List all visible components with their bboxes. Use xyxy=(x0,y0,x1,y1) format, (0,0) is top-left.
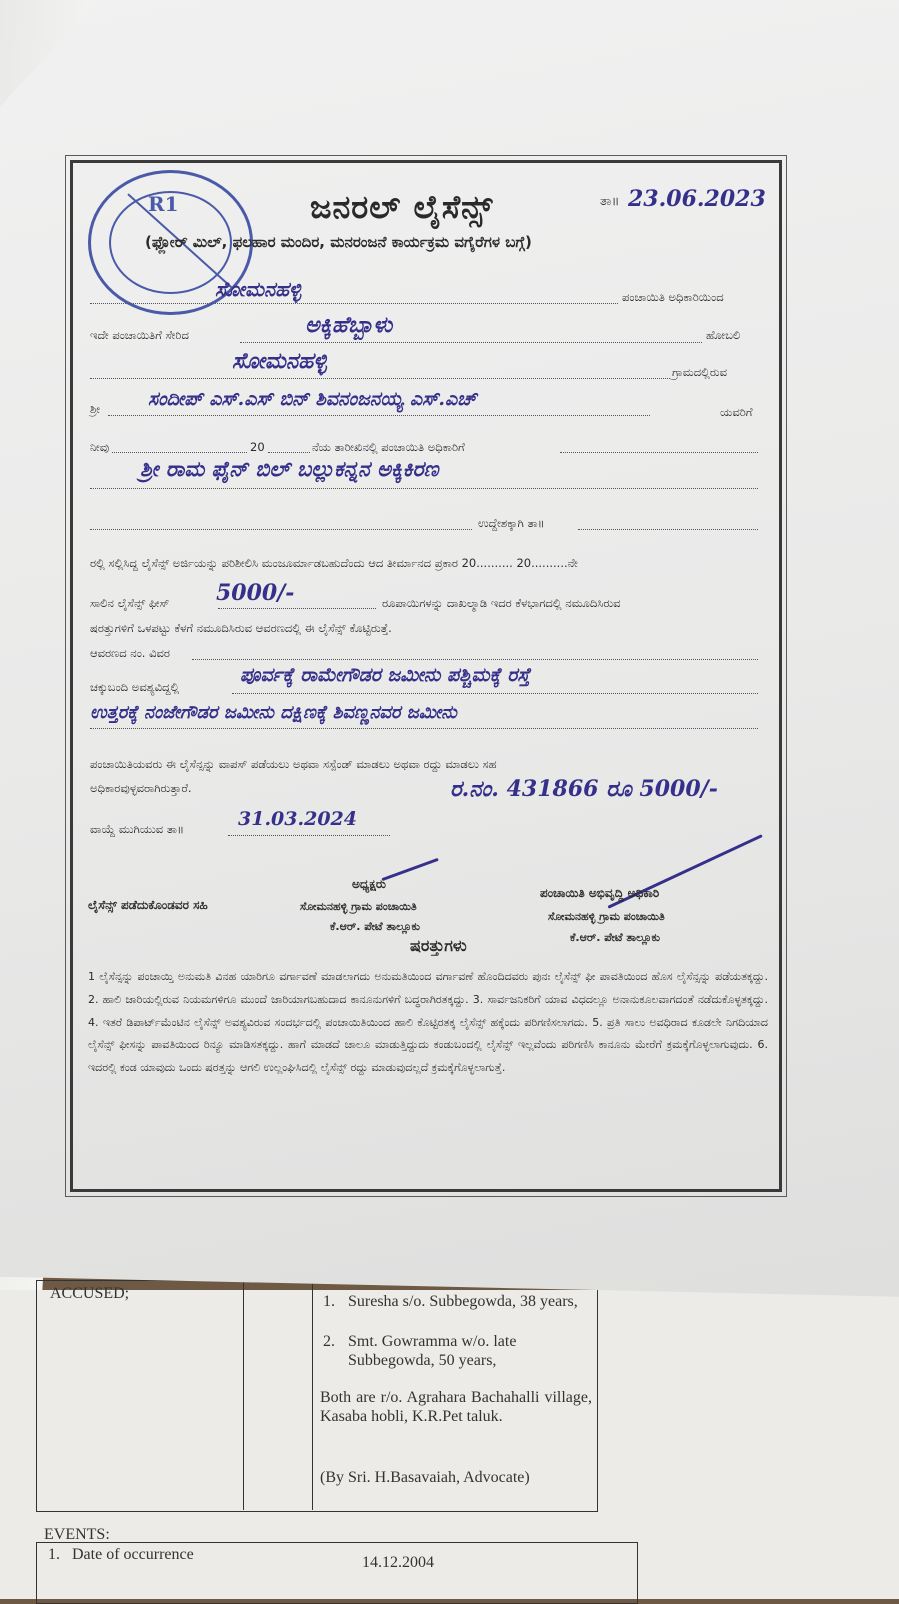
sri-label: ಶ್ರೀ xyxy=(90,402,101,416)
accused-address: Both are r/o. Agrahara Bachahalli village, Kasaba hobli, K.R.Pet taluk. xyxy=(320,1389,592,1425)
village-line xyxy=(90,378,670,379)
boundary-value-2: ಉತ್ತರಕ್ಕೆ ನಂಜೇಗೌಡರ ಜಮೀನು ದಕ್ಷಿಣಕ್ಕೆ ಶಿವಣ್ಣನವರ ಜಮೀನು xyxy=(90,702,457,723)
expiry-value: 31.03.2024 xyxy=(238,808,357,830)
business-line xyxy=(90,488,758,489)
accused-label: ACCUSED; xyxy=(50,1285,130,1302)
date-text: ನೆಯ ತಾರೀಖಿನಲ್ಲಿ ಪಂಚಾಯಿತಿ ಅಧಿಕಾರಿಗೆ xyxy=(312,440,465,454)
purpose-line xyxy=(90,529,472,530)
business-value: ಶ್ರೀ ರಾಮ ಫೈನ್ ಬಿಲ್ ಬಲ್ಲುಕನ್ನನ ಅಕ್ಕಿಕಿರಣ xyxy=(140,456,439,481)
date-value: 23.06.2023 xyxy=(628,186,766,212)
accused-1: Suresha s/o. Subbegowda, 38 years, xyxy=(348,1293,578,1310)
accused-1-num: 1. xyxy=(323,1293,335,1310)
para1-line-c: ಷರತ್ತುಗಳಿಗೆ ಒಳಪಟ್ಟು ಕೆಳಗೆ ನಮೂದಿಸಿರುವ ಆವರಣದಲ್ಲಿ ಈ ಲೈಸೆನ್ಸ್ ಕೊಟ್ಟಿರುತ್ತೆ. xyxy=(90,621,392,635)
events-label: EVENTS: xyxy=(44,1526,110,1543)
you-label: ನೀವು xyxy=(90,440,110,454)
boundary-value-1: ಪೂರ್ವಕ್ಕೆ ರಾಮೇಗೌಡರ ಜಮೀನು ಪಶ್ಚಿಮಕ್ಕೆ ರಸ್ತೆ xyxy=(240,664,530,686)
para2-line-b: ಅಧಿಕಾರವುಳ್ಳವರಾಗಿರುತ್ತಾರೆ. xyxy=(90,781,192,795)
president-sub2: ಕೆ.ಆರ್. ಪೇಟೆ ತಾಲ್ಲೂಕು xyxy=(330,920,420,933)
court-document xyxy=(0,1285,899,1599)
boundary-line-1 xyxy=(232,693,758,694)
boundary-line-2 xyxy=(90,728,758,729)
terms-heading: ಷರತ್ತುಗಳು xyxy=(410,936,467,955)
panchayat-label: ಪಂಚಾಯಿತಿ ಅಧಿಕಾರಿಯಿಂದ xyxy=(622,290,724,304)
village-label: ಗ್ರಾಮದಲ್ಲಿರುವ xyxy=(672,365,727,379)
village-value: ಸೋಮನಹಳ್ಳಿ xyxy=(232,348,327,374)
officer-sub1: ಸೋಮನಹಳ್ಳಿ ಗ್ರಾಮ ಪಂಚಾಯಿತಿ xyxy=(548,910,665,923)
president-sub1: ಸೋಮನಹಳ್ಳಿ ಗ್ರಾಮ ಪಂಚಾಯಿತಿ xyxy=(300,900,417,913)
name-value: ಸಂದೀಪ್ ಎಸ್.ಎಸ್ ಬಿನ್ ಶಿವನಂಜನಯ್ಯ ಎಸ್.ಎಚ್ xyxy=(148,388,477,410)
receipt-value: ರ.ನಂ. 431866 ರೂ 5000/- xyxy=(450,776,718,802)
fee-line xyxy=(218,608,376,609)
para1-fee-prefix: ಸಾಲಿನ ಲೈಸೆನ್ಸ್ ಫೀಸ್ xyxy=(90,596,170,610)
name-line xyxy=(108,415,650,416)
purpose-label: ಉದ್ದೇಶಕ್ಕಾಗಿ ತಾ॥ xyxy=(478,516,545,530)
para1-fee-suffix: ರೂಪಾಯಿಗಳನ್ನು ದಾಖಲ್ಮಾಡಿ ಇದರ ಕೆಳಭಾಗದಲ್ಲಿ ನಮೂದಿಸಿರುವ xyxy=(382,596,621,610)
expiry-label: ವಾಯ್ದೆ ಮುಗಿಯುವ ತಾ॥ xyxy=(90,822,184,836)
accused-2-num: 2. xyxy=(323,1333,335,1350)
year-line xyxy=(268,452,310,453)
para1-line-a: ರಲ್ಲಿ ಸಲ್ಲಿಸಿದ್ದ ಲೈಸೆನ್ಸ್ ಅರ್ಜಿಯನ್ನು ಪರಿಶೀಲಿಸಿ ಮಂಜೂರ್ಮಾಡಬಹುದೆಂದು ಆದ ತೀರ್ಮಾನದ ಪ್ರಕಾರ 20.......... 20..........ನೇ xyxy=(90,556,578,570)
date-label: ತಾ॥ xyxy=(600,194,620,209)
panchayat-line xyxy=(90,303,618,304)
panchayat-value: ಸೋಮನಹಳ್ಳಿ xyxy=(215,277,302,301)
hobli-value: ಅಕ್ಕಿಹೆಬ್ಬಾಳು xyxy=(305,312,393,338)
officer-title: ಪಂಚಾಯಿತಿ ಅಭಿವೃದ್ಧಿ ಅಧಿಕಾರಿ xyxy=(540,886,660,900)
holder-sign-label: ಲೈಸೆನ್ಸ್ ಪಡೆದುಕೊಂಡವರ ಸಹಿ xyxy=(88,898,208,912)
event-1: Date of occurrence xyxy=(72,1546,194,1563)
premises-label: ಆವರಣದ ನಂ. ವಿವರ xyxy=(90,646,170,660)
advocate: (By Sri. H.Basavaiah, Advocate) xyxy=(320,1469,530,1486)
seal-text: R1 xyxy=(148,192,179,216)
terms-text: 1 ಲೈಸೆನ್ಸನ್ನು ಪಂಚಾಯ್ತಿ ಅನುಮತಿ ವಿನಹ ಯಾರಿಗೂ ವರ್ಗಾವಣೆ ಮಾಡಲಾಗದು ಅನುಮತಿಯಿಂದ ವರ್ಗಾವಣೆ ಹೊಂದಿದವರು ಪುನಃ ಲೈಸೆನ್ಸ್ ಫೀ ಪಾವತಿಯಿಂದ ಹೊಸ ಲೈಸೆನ್ಸನ್ನು ಪಡೆಯತಕ್ಕದ್ದು. 2. ಹಾಲಿ ಜಾರಿಯಲ್ಲಿರುವ ನಿಯಮಗಳಿಗೂ ಮುಂದೆ ಜಾರಿಯಾಗಬಹುದಾದ ಕಾನೂನುಗಳಿಗೆ ಬದ್ಧರಾಗಿರತಕ್ಕದ್ದು. 3. ಸಾರ್ವಜನಿಕರಿಗೆ ಯಾವ ವಿಧದಲ್ಲೂ ಅನಾನುಕೂಲವಾಗದಂತೆ ನಡೆದುಕೊಳ್ಳತಕ್ಕದ್ದು. 4. ಇತರೆ ಡಿಪಾರ್ಟ್‌ಮೆಂಟಿನ ಲೈಸೆನ್ಸ್ ಅವಶ್ಯವಿರುವ ಸಂದರ್ಭದಲ್ಲಿ ಪಂಚಾಯಿತಿಯಿಂದ ಹಾಲಿ ಕೊಟ್ಟಿರತಕ್ಕ ಲೈಸೆನ್ಸ್ ಹಕ್ಕೆಂದು ಪರಿಗಣಿಸಲಾಗದು. 5. ಪ್ರತಿ ಸಾಲು ಅವಧಿರಾದ ಕೂಡಲೇ ನಿಗದಿಯಾದ ಲೈಸೆನ್ಸ್ ಫೀಸನ್ನು ಪಾವತಿಯಿಂದ ರಿನ್ಯೂ ಮಾಡಿಸತಕ್ಕದ್ದು. ಹಾಗೆ ಮಾಡದೆ ಚಾಲೂ ಮಾಡುತ್ತಿದ್ದುದು ಕಂಡುಬಂದಲ್ಲಿ ಲೈಸೆನ್ಸ್ ಇಲ್ಲವೆಂದು ಪರಿಗಣಿಸಿ ಕಾನೂನು ಮೇರೆಗೆ ಕ್ರಮಕ್ಕೆಗೊಳ್ಳಲಾಗುವುದು. 6. ಇದರಲ್ಲಿ ಕಂಡ ಯಾವುದು ಒಂದು ಷರತ್ತನ್ನು ಆಗಲಿ ಉಲ್ಲಂಘಿಸಿದಲ್ಲಿ ಲೈಸೆನ್ಸ್ ರದ್ದು ಮಾಡುವುದಲ್ಲದೆ ಕ್ರಮಕ್ಕೆಗೊಳ್ಳಲಾಗುತ್ತೆ. xyxy=(88,970,768,1075)
expiry-line xyxy=(228,835,390,836)
date-text-line xyxy=(560,452,758,453)
event-1-num: 1. xyxy=(48,1546,60,1563)
year-label: 20 xyxy=(250,440,265,454)
license-title: ಜನರಲ್ ಲೈಸೆನ್ಸ್ xyxy=(310,188,494,226)
hobli-line xyxy=(240,342,702,343)
day-line xyxy=(112,452,247,453)
para2-line-a: ಪಂಚಾಯಿತಿಯವರು ಈ ಲೈಸೆನ್ಸನ್ನು ವಾಪಸ್ ಪಡೆಯಲು ಅಥವಾ ಸಸ್ಪೆಂಡ್ ಮಾಡಲು ಅಥವಾ ರದ್ದು ಮಾಡಲು ಸಹ xyxy=(90,757,497,771)
boundary-label: ಚಕ್ಕುಬಂದಿ ಅವಶ್ಯವಿದ್ದಲ್ಲಿ xyxy=(90,680,180,694)
name-suffix: ಯವರಿಗೆ xyxy=(720,405,753,419)
accused-2: Smt. Gowramma w/o. late Subbegowda, 50 years, xyxy=(348,1333,517,1369)
event-1-value: 14.12.2004 xyxy=(362,1554,434,1571)
hobli-label: ಹೋಬಲಿ xyxy=(706,328,741,342)
fee-value: 5000/- xyxy=(216,580,295,606)
officer-sub2: ಕೆ.ಆರ್. ಪೇಟೆ ತಾಲ್ಲೂಕು xyxy=(570,931,660,944)
purpose-date-line xyxy=(578,529,758,530)
hobli-prefix: ಇದೇ ಪಂಚಾಯಿತಿಗೆ ಸೇರಿದ xyxy=(90,328,189,342)
accused-table-divider xyxy=(243,1280,313,1510)
license-subtitle: (ಫ್ಲೋರ್ ಮಿಲ್, ಫಲಹಾರ ಮಂದಿರ, ಮನರಂಜನೆ ಕಾರ್ಯಕ್ರಮ ವಗೈರೆಗಳ ಬಗ್ಗೆ) xyxy=(145,233,532,251)
president-title: ಅಧ್ಯಕ್ಷರು xyxy=(352,877,386,891)
premises-line xyxy=(192,659,758,660)
